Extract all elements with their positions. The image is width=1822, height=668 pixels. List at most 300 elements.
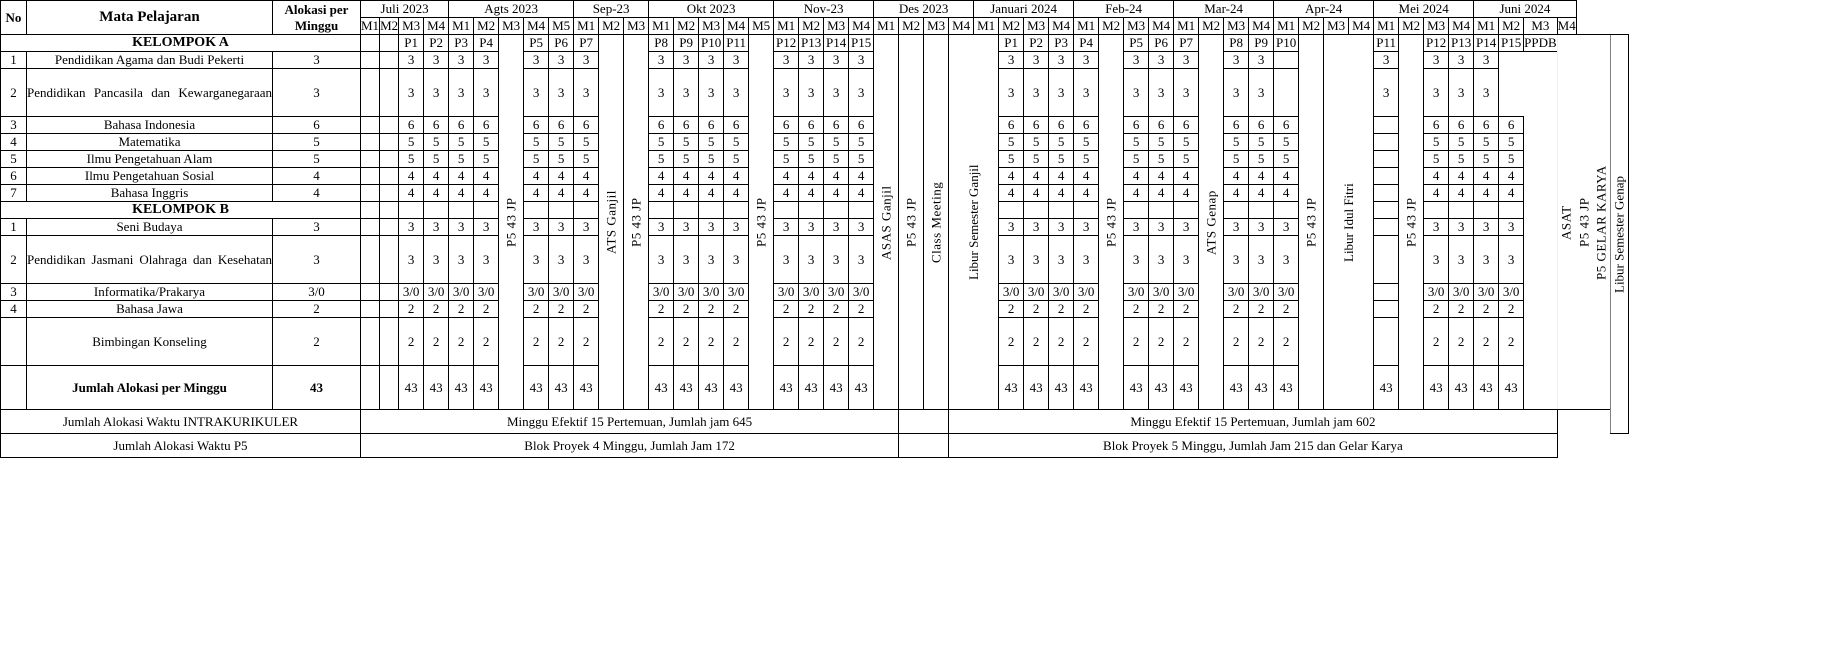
cell: 4 (849, 168, 874, 185)
cell: 43 (524, 366, 549, 410)
row-no: 3 (1, 117, 27, 134)
cell: 4 (1249, 185, 1274, 202)
meeting-cell: P14 (1474, 35, 1499, 52)
cell: 3 (774, 52, 799, 69)
week-cell: M3 (399, 18, 424, 35)
cell: 5 (1449, 134, 1474, 151)
cell: 4 (1449, 185, 1474, 202)
cell: 43 (1049, 366, 1074, 410)
cell (361, 366, 380, 410)
cell: 3 (1449, 219, 1474, 236)
cell: 3 (549, 69, 574, 117)
cell: 3 (1149, 52, 1174, 69)
cell: 2 (1474, 318, 1499, 366)
vertical-label-p5-4: P5 43 JP (899, 35, 924, 410)
cell: 43 (824, 366, 849, 410)
cell: 43 (724, 366, 749, 410)
week-cell: M4 (524, 18, 549, 35)
cell: 2 (674, 301, 699, 318)
cell: 4 (724, 168, 749, 185)
cell: 5 (1449, 151, 1474, 168)
cell: 5 (474, 151, 499, 168)
cell: 3 (1074, 219, 1099, 236)
cell (380, 301, 399, 318)
month-header-mei-2024: Mei 2024 (1374, 1, 1474, 18)
cell (361, 318, 380, 366)
cell: 5 (1124, 151, 1149, 168)
cell: 3 (799, 69, 824, 117)
meeting-cell: PPDB (1524, 35, 1557, 50)
cell: 3 (849, 69, 874, 117)
cell: 3/0 (1174, 284, 1199, 301)
cell: 6 (1274, 117, 1299, 134)
cell: 4 (424, 185, 449, 202)
meeting-cell: P3 (449, 35, 474, 52)
week-cell: M2 (1299, 18, 1324, 35)
week-cell: M2 (1199, 18, 1224, 35)
cell: 2 (574, 318, 599, 366)
cell: 4 (524, 185, 549, 202)
row-subject: Bimbingan Konseling (27, 318, 273, 366)
cell: 3 (649, 219, 674, 236)
cell (574, 202, 599, 219)
cell: 3/0 (474, 284, 499, 301)
row-alloc: 3 (273, 236, 361, 284)
cell: 6 (1449, 117, 1474, 134)
cell: 43 (474, 366, 499, 410)
cell: 3/0 (699, 284, 724, 301)
row-alloc: 3 (273, 219, 361, 236)
cell (361, 202, 380, 219)
table-row (1, 151, 1629, 168)
cell (361, 52, 380, 69)
cell: 43 (1449, 366, 1474, 410)
cell (399, 202, 424, 219)
footer-row-p5 (1, 434, 1629, 458)
meeting-cell: P13 (799, 35, 824, 52)
cell (361, 236, 380, 284)
cell: 6 (449, 117, 474, 134)
row-no: 6 (1, 168, 27, 185)
cell: 43 (1224, 366, 1249, 410)
cell: 6 (574, 117, 599, 134)
cell: 2 (424, 301, 449, 318)
cell: 3 (999, 69, 1024, 117)
cell (1274, 69, 1299, 117)
meeting-cell: P11 (1374, 35, 1399, 52)
week-cell: M3 (699, 18, 724, 35)
footer-spacer-1 (899, 410, 949, 434)
meeting-cell: P1 (999, 35, 1024, 52)
cell: 4 (999, 168, 1024, 185)
cell: 2 (824, 318, 849, 366)
cell: 3/0 (1224, 284, 1249, 301)
cell (1374, 202, 1399, 219)
table-row (1, 284, 1629, 301)
cell: 43 (424, 366, 449, 410)
cell: 3/0 (824, 284, 849, 301)
cell: 4 (1124, 185, 1149, 202)
table-row (1, 69, 1629, 117)
row-no: 1 (1, 219, 27, 236)
cell: 3 (1124, 52, 1149, 69)
row-alloc: 2 (273, 318, 361, 366)
vertical-label-libur-semester-ganjil: Libur Semester Ganjil (949, 35, 999, 410)
cell: 5 (999, 151, 1024, 168)
cell (380, 168, 399, 185)
week-cell: M3 (1024, 18, 1049, 35)
cell: 3 (474, 69, 499, 117)
cell: 6 (824, 117, 849, 134)
cell: 3 (824, 236, 849, 284)
cell: 2 (824, 301, 849, 318)
week-cell: M2 (674, 18, 699, 35)
cell: 2 (799, 318, 824, 366)
meeting-cell: P9 (1249, 35, 1274, 52)
vertical-label-asat: ASAT (1557, 35, 1576, 410)
week-cell: M1 (974, 18, 999, 35)
cell: 4 (1224, 185, 1249, 202)
cell: 5 (449, 134, 474, 151)
cell: 6 (549, 117, 574, 134)
cell: 5 (1274, 134, 1299, 151)
cell: 2 (1274, 318, 1299, 366)
cell: 2 (449, 318, 474, 366)
cell: 3 (1074, 236, 1099, 284)
week-cell: M1 (449, 18, 474, 35)
cell: 3 (424, 52, 449, 69)
cell: 5 (824, 134, 849, 151)
cell: 43 (574, 366, 599, 410)
cell: 43 (999, 366, 1024, 410)
cell: 3 (1124, 219, 1149, 236)
cell: 3/0 (674, 284, 699, 301)
cell: 2 (774, 301, 799, 318)
cell (1374, 168, 1399, 185)
cell: 2 (1149, 301, 1174, 318)
cell (1274, 52, 1299, 69)
cell: 3/0 (1149, 284, 1174, 301)
week-cell: M4 (1557, 18, 1576, 33)
cell: 5 (724, 151, 749, 168)
cell (524, 202, 549, 219)
cell (380, 284, 399, 301)
cell (1499, 202, 1524, 219)
meeting-cell: P8 (649, 35, 674, 52)
total-alloc: 43 (273, 366, 361, 410)
cell: 3 (1024, 236, 1049, 284)
cell: 3 (824, 52, 849, 69)
cell (1124, 202, 1149, 219)
cell (774, 202, 799, 219)
cell (380, 318, 399, 366)
cell: 5 (1124, 134, 1149, 151)
cell: 6 (1499, 117, 1524, 134)
cell (849, 202, 874, 219)
table-row (1, 52, 1629, 69)
cell: 43 (849, 366, 874, 410)
cell: 4 (399, 168, 424, 185)
row-alloc: 3/0 (273, 284, 361, 301)
table-row-counseling (1, 318, 1629, 366)
cell: 43 (549, 366, 574, 410)
week-cell: M4 (1249, 18, 1274, 35)
cell: 2 (1049, 301, 1074, 318)
cell: 2 (1274, 301, 1299, 318)
vertical-label-p5-3: P5 43 JP (749, 35, 774, 410)
cell: 2 (674, 318, 699, 366)
row-subject: Bahasa Indonesia (27, 117, 273, 134)
group-a-row (1, 35, 1629, 52)
cell: 5 (849, 134, 874, 151)
total-label: Jumlah Alokasi per Minggu (27, 366, 273, 410)
cell: 5 (1249, 151, 1274, 168)
cell: 3 (1049, 52, 1074, 69)
week-cell: M3 (499, 18, 524, 35)
total-no (1, 366, 27, 410)
cell: 2 (1499, 301, 1524, 318)
cell: 3 (1249, 236, 1274, 284)
cell: 6 (1149, 117, 1174, 134)
cell: 4 (574, 185, 599, 202)
month-header-juli-2023: Juli 2023 (361, 1, 449, 18)
cell: 3/0 (574, 284, 599, 301)
footer-label-p5: Jumlah Alokasi Waktu P5 (1, 434, 361, 458)
cell: 5 (1174, 151, 1199, 168)
cell: 4 (424, 168, 449, 185)
meeting-cell: P5 (1124, 35, 1149, 52)
cell: 3 (774, 219, 799, 236)
cell: 6 (399, 117, 424, 134)
cell: 5 (574, 151, 599, 168)
cell: 43 (1174, 366, 1199, 410)
cell: 4 (1024, 185, 1049, 202)
meeting-cell: P15 (1499, 35, 1524, 52)
cell: 4 (574, 168, 599, 185)
footer-label-intrakurikuler: Jumlah Alokasi Waktu INTRAKURIKULER (1, 410, 361, 434)
cell: 4 (1274, 168, 1299, 185)
cell (424, 202, 449, 219)
week-cell: M2 (1099, 18, 1124, 35)
cell: 4 (1424, 168, 1449, 185)
cell: 4 (824, 185, 849, 202)
cell: 2 (724, 318, 749, 366)
cell: 3 (724, 52, 749, 69)
cell (380, 117, 399, 134)
cell: 6 (1124, 117, 1149, 134)
cell: 3 (1174, 69, 1199, 117)
cell: 3 (449, 236, 474, 284)
cell: 43 (1474, 366, 1499, 410)
cell: 2 (1474, 301, 1499, 318)
cell: 3 (1049, 69, 1074, 117)
month-header-sep-23: Sep-23 (574, 1, 649, 18)
week-cell: M4 (849, 18, 874, 35)
cell: 3 (699, 219, 724, 236)
cell: 4 (1449, 168, 1474, 185)
table-row (1, 168, 1629, 185)
cell: 6 (649, 117, 674, 134)
cell: 4 (699, 185, 724, 202)
footer-value-p5-left: Blok Proyek 4 Minggu, Jumlah Jam 172 (361, 434, 899, 458)
footer-row-intrakurikuler (1, 410, 1629, 434)
cell: 6 (774, 117, 799, 134)
cell: 3 (1249, 69, 1274, 117)
cell: 3 (1124, 69, 1149, 117)
vertical-label-libur-idul-fitri: Libur Idul Fitri (1324, 35, 1374, 410)
cell: 5 (424, 151, 449, 168)
cell: 2 (1174, 301, 1199, 318)
table-row (1, 301, 1629, 318)
cell: 43 (449, 366, 474, 410)
cell: 3 (399, 219, 424, 236)
row-no: 7 (1, 185, 27, 202)
cell: 3 (524, 219, 549, 236)
cell: 3 (1224, 69, 1249, 117)
cell: 43 (1424, 366, 1449, 410)
week-cell: M4 (1049, 18, 1074, 35)
cell: 2 (1074, 301, 1099, 318)
cell: 6 (799, 117, 824, 134)
row-alloc: 6 (273, 117, 361, 134)
cell: 5 (674, 151, 699, 168)
cell: 5 (774, 134, 799, 151)
cell: 3 (774, 236, 799, 284)
meeting-cell: P6 (1149, 35, 1174, 52)
cell: 5 (824, 151, 849, 168)
cell (380, 69, 399, 117)
cell: 3 (1149, 236, 1174, 284)
cell: 43 (1274, 366, 1299, 410)
cell: 6 (1224, 117, 1249, 134)
cell: 5 (1224, 134, 1249, 151)
cell (1424, 202, 1449, 219)
week-cell: M4 (1349, 18, 1374, 35)
cell: 6 (1174, 117, 1199, 134)
cell: 3 (1124, 236, 1149, 284)
cell: 2 (1174, 318, 1199, 366)
week-cell: M4 (724, 18, 749, 35)
vertical-label-p5-6: P5 43 JP (1299, 35, 1324, 410)
cell: 4 (1074, 185, 1099, 202)
cell (1374, 318, 1399, 366)
cell: 3/0 (1074, 284, 1099, 301)
cell: 2 (799, 301, 824, 318)
cell: 3 (1499, 219, 1524, 236)
week-cell: M5 (549, 18, 574, 35)
cell: 4 (824, 168, 849, 185)
week-cell: M1 (649, 18, 674, 35)
footer-value-p5-right: Blok Proyek 5 Minggu, Jumlah Jam 215 dan Gelar Karya (949, 434, 1558, 458)
cell: 43 (649, 366, 674, 410)
cell: 5 (549, 134, 574, 151)
row-no: 2 (1, 236, 27, 284)
meeting-cell: P2 (1024, 35, 1049, 52)
cell: 3/0 (799, 284, 824, 301)
row-subject: Pendidikan Jasmani Olahraga dan Kesehatan (27, 236, 273, 284)
cell: 2 (649, 301, 674, 318)
cell: 3 (724, 236, 749, 284)
table-row-total (1, 366, 1629, 410)
cell: 4 (674, 168, 699, 185)
cell: 3 (1174, 52, 1199, 69)
cell: 43 (1074, 366, 1099, 410)
row-no: 1 (1, 52, 27, 69)
meeting-cell: P5 (524, 35, 549, 52)
cell: 3 (1424, 219, 1449, 236)
vertical-label-p5-1: P5 43 JP (499, 35, 524, 410)
cell: 3 (524, 69, 549, 117)
week-cell: M4 (424, 18, 449, 35)
cell: 3 (824, 69, 849, 117)
cell: 3 (999, 52, 1024, 69)
cell: 2 (524, 301, 549, 318)
cell: 2 (774, 318, 799, 366)
cell: 5 (799, 151, 824, 168)
cell: 5 (1224, 151, 1249, 168)
footer-spacer-2 (899, 434, 949, 458)
cell: 2 (1424, 301, 1449, 318)
cell: 2 (1074, 318, 1099, 366)
week-cell: M3 (1324, 18, 1349, 35)
meeting-cell: P7 (1174, 35, 1199, 52)
cell: 2 (1424, 318, 1449, 366)
row-no: 5 (1, 151, 27, 168)
row-subject: Seni Budaya (27, 219, 273, 236)
cell (361, 134, 380, 151)
meeting-cell: P7 (574, 35, 599, 52)
week-cell: M3 (824, 18, 849, 35)
meeting-cell: P6 (549, 35, 574, 52)
cell: 3 (1424, 69, 1449, 117)
cell: 3/0 (1424, 284, 1449, 301)
cell (1274, 202, 1299, 219)
header-allocation: Alokasi per Minggu (273, 1, 361, 35)
cell: 5 (1049, 151, 1074, 168)
meeting-cell: P4 (474, 35, 499, 52)
cell: 3 (399, 236, 424, 284)
cell: 3/0 (774, 284, 799, 301)
cell (361, 185, 380, 202)
cell: 3/0 (449, 284, 474, 301)
cell: 2 (1024, 318, 1049, 366)
meeting-cell: P9 (674, 35, 699, 52)
meeting-cell: P11 (724, 35, 749, 52)
meeting-cell: P15 (849, 35, 874, 52)
week-cell: M2 (474, 18, 499, 35)
cell: 2 (1124, 301, 1149, 318)
meeting-cell (361, 35, 380, 52)
cell: 3 (674, 52, 699, 69)
table-row (1, 185, 1629, 202)
cell (699, 202, 724, 219)
group-b-row (1, 202, 1629, 219)
cell (380, 219, 399, 236)
cell: 2 (849, 318, 874, 366)
row-alloc: 5 (273, 151, 361, 168)
cell: 5 (1074, 134, 1099, 151)
cell: 3 (474, 52, 499, 69)
cell: 3 (1424, 52, 1449, 69)
cell: 4 (649, 168, 674, 185)
cell: 4 (1149, 168, 1174, 185)
cell: 3 (449, 219, 474, 236)
cell: 4 (1274, 185, 1299, 202)
cell: 6 (699, 117, 724, 134)
cell: 3 (474, 236, 499, 284)
meeting-cell: P4 (1074, 35, 1099, 52)
cell: 4 (1174, 168, 1199, 185)
